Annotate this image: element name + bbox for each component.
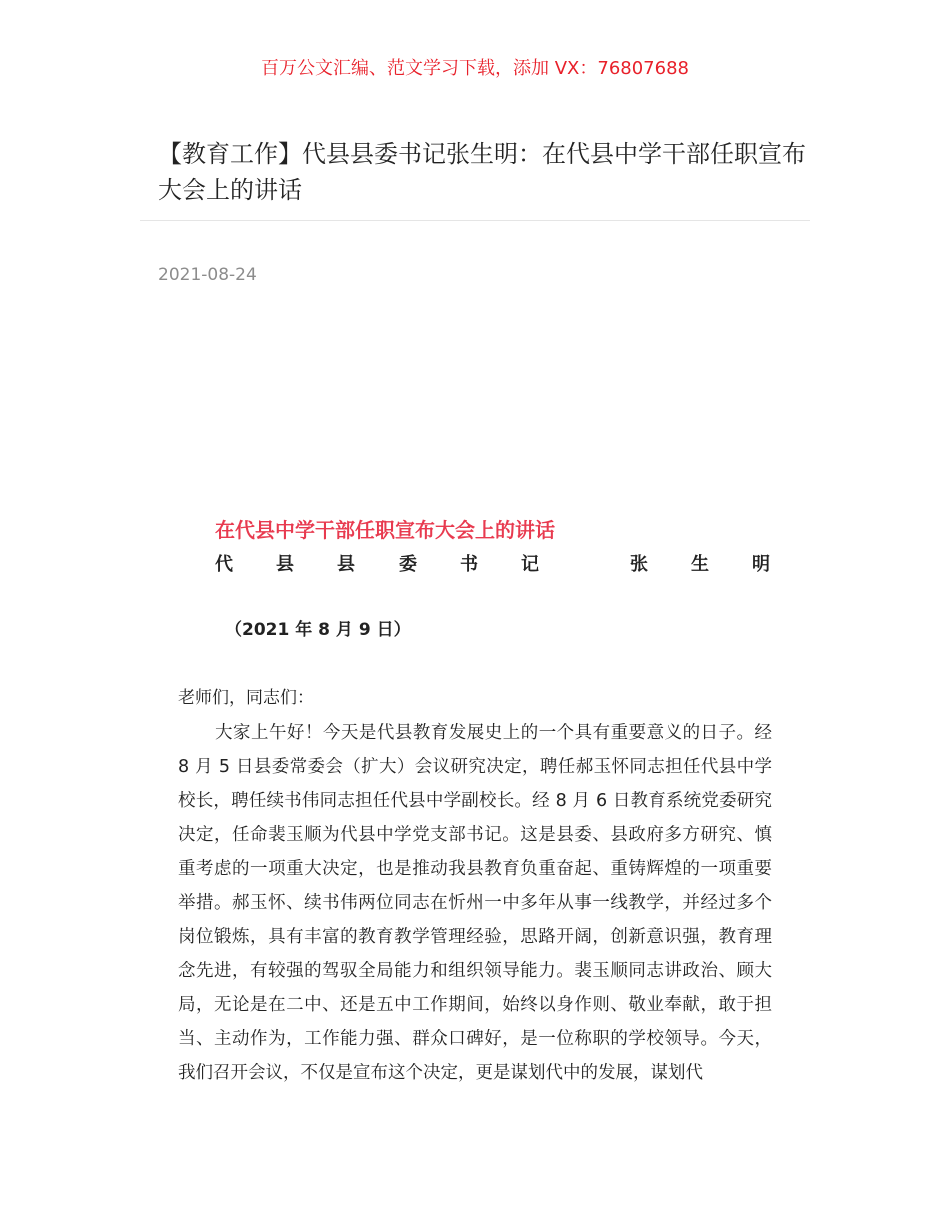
salutation: 老师们，同志们： [178,688,314,708]
byline-char: 生 [691,554,709,575]
byline-char: 明 [752,554,770,575]
byline-char: 代 [215,554,233,575]
byline-char: 县 [276,554,294,575]
title-divider [140,220,810,221]
byline-char: 县 [337,554,355,575]
speech-date: （2021 年 8 月 9 日） [225,620,411,640]
article-title: 【教育工作】代县县委书记张生明：在代县中学干部任职宣布大会上的讲话 [158,140,806,204]
byline-char: 张 [630,554,648,575]
promo-banner: 百万公文汇编、范文学习下载，添加 VX：76807688 [261,58,689,79]
publish-date: 2021-08-24 [158,265,257,285]
speech-paragraph: 大家上午好！今天是代县教育发展史上的一个具有重要意义的日子。经 8 月 5 日县委常委会（扩大）会议研究决定，聘任郝玉怀同志担任代县中学校长，聘任续书伟同志担任代县中学副校长。经 8 月 6 日教育系统党委研究决定，任命裴玉顺为代县中学党支部书记。这是县委、县政府多方研究、慎重考虑的一项重大决定，也是推动我县教育负重奋起、重铸辉煌的一项重要举措。郝玉怀、续书伟两位同志在忻州一中多年从事一线教学，并经过多个岗位锻炼，具有丰富的教育教学管理经验，思路开阔，创新意识强，教育理念先进，有较强的驾驭全局能力和组织领导能力。裴玉顺同志讲政治、顾大局，无论是在二中、还是五中工作期间，始终以身作则、敬业奉献，敢于担当、主动作为，工作能力强、群众口碑好，是一位称职的学校领导。今天，我们召开会议，不仅是宣布这个决定，更是谋划代中的发展，谋划代 [178,723,772,1083]
byline-char: 记 [521,554,539,575]
speech-byline [215,552,770,578]
byline-char: 委 [399,554,417,575]
speech-title: 在代县中学干部任职宣布大会上的讲话 [215,518,555,542]
byline-char: 书 [460,554,478,575]
